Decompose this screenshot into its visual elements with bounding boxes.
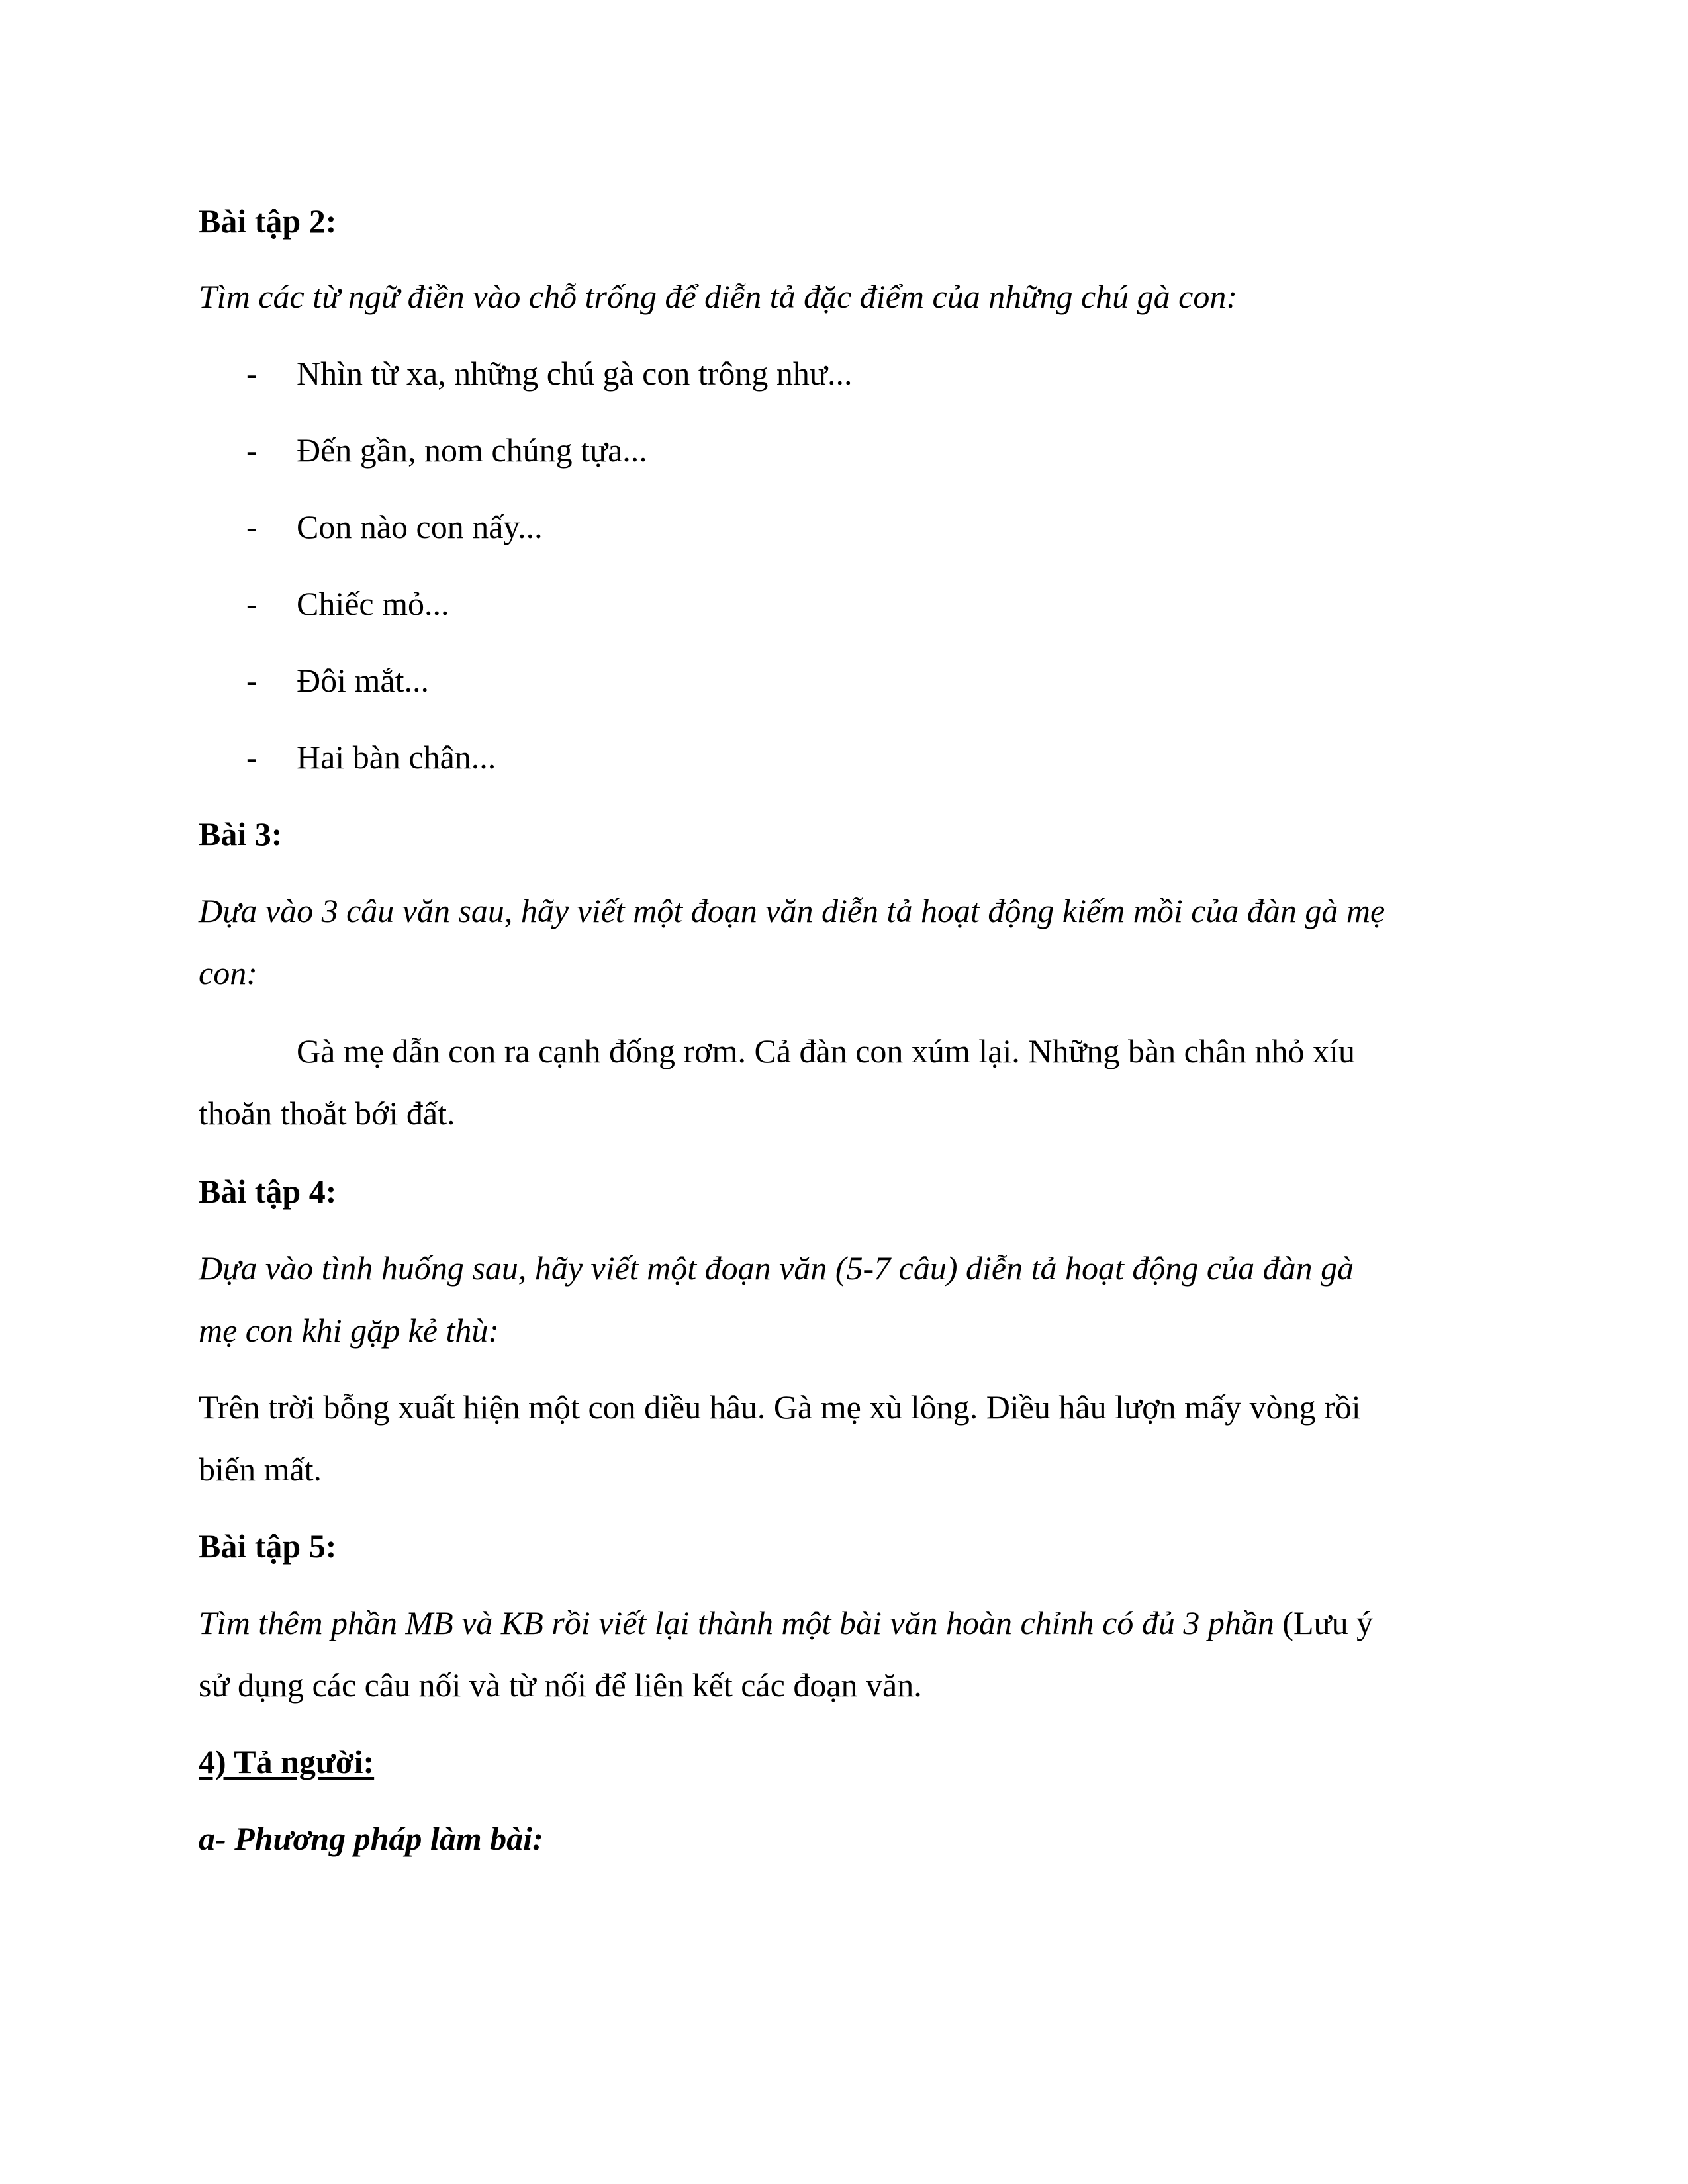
exercise-4-title: Bài tập 4: (199, 1173, 337, 1210)
list-item: Đôi mắt... (297, 662, 429, 699)
exercise-4-text-line1: Trên trời bỗng xuất hiện một con diều hâu. Gà mẹ xù lông. Diều hâu lượn mấy vòng rồi (199, 1388, 1361, 1426)
exercise-5-instruction-italic: Tìm thêm phần MB và KB rồi viết lại thành một bài văn hoàn chỉnh có đủ 3 phần (199, 1604, 1274, 1641)
exercise-5-instruction-line2: sử dụng các câu nối và từ nối để liên kết các đoạn văn. (199, 1666, 922, 1704)
exercise-2-instruction: Tìm các từ ngữ điền vào chỗ trống để diễn tả đặc điểm của những chú gà con: (199, 278, 1237, 315)
exercise-3-text-line1: Gà mẹ dẫn con ra cạnh đống rơm. Cả đàn con xúm lại. Những bàn chân nhỏ xíu (297, 1032, 1355, 1069)
exercise-4-text-line2: biến mất. (199, 1451, 322, 1488)
exercise-3-instruction-line2: con: (199, 954, 258, 991)
list-item: Chiếc mỏ... (297, 585, 449, 622)
exercise-5-instruction-line1 (199, 1603, 1373, 1643)
list-item: Hai bàn chân... (297, 739, 496, 776)
exercise-5-instruction-note: (Lưu ý (1274, 1604, 1374, 1641)
section-4-heading: 4) Tả người: (199, 1743, 375, 1780)
list-bullet: - (246, 508, 258, 545)
list-bullet: - (246, 739, 258, 776)
exercise-3-title: Bài 3: (199, 815, 283, 852)
list-bullet: - (246, 585, 258, 622)
list-item: Nhìn từ xa, những chú gà con trông như... (297, 355, 853, 392)
exercise-3-text-line2: thoăn thoắt bới đất. (199, 1095, 455, 1132)
exercise-4-instruction-line2: mẹ con khi gặp kẻ thù: (199, 1312, 500, 1349)
list-item: Con nào con nấy... (297, 508, 543, 545)
exercise-4-instruction-line1: Dựa vào tình huống sau, hãy viết một đoạn văn (5-7 câu) diễn tả hoạt động của đàn gà (199, 1250, 1354, 1287)
list-item: Đến gần, nom chúng tựa... (297, 432, 647, 469)
exercise-2-title: Bài tập 2: (199, 203, 337, 240)
exercise-3-instruction-line1: Dựa vào 3 câu văn sau, hãy viết một đoạn văn diễn tả hoạt động kiếm mồi của đàn gà mẹ (199, 892, 1385, 929)
list-bullet: - (246, 355, 258, 392)
section-4-subheading: a- Phương pháp làm bài: (199, 1820, 543, 1857)
exercise-5-title: Bài tập 5: (199, 1527, 337, 1565)
list-bullet: - (246, 432, 258, 469)
list-bullet: - (246, 662, 258, 699)
